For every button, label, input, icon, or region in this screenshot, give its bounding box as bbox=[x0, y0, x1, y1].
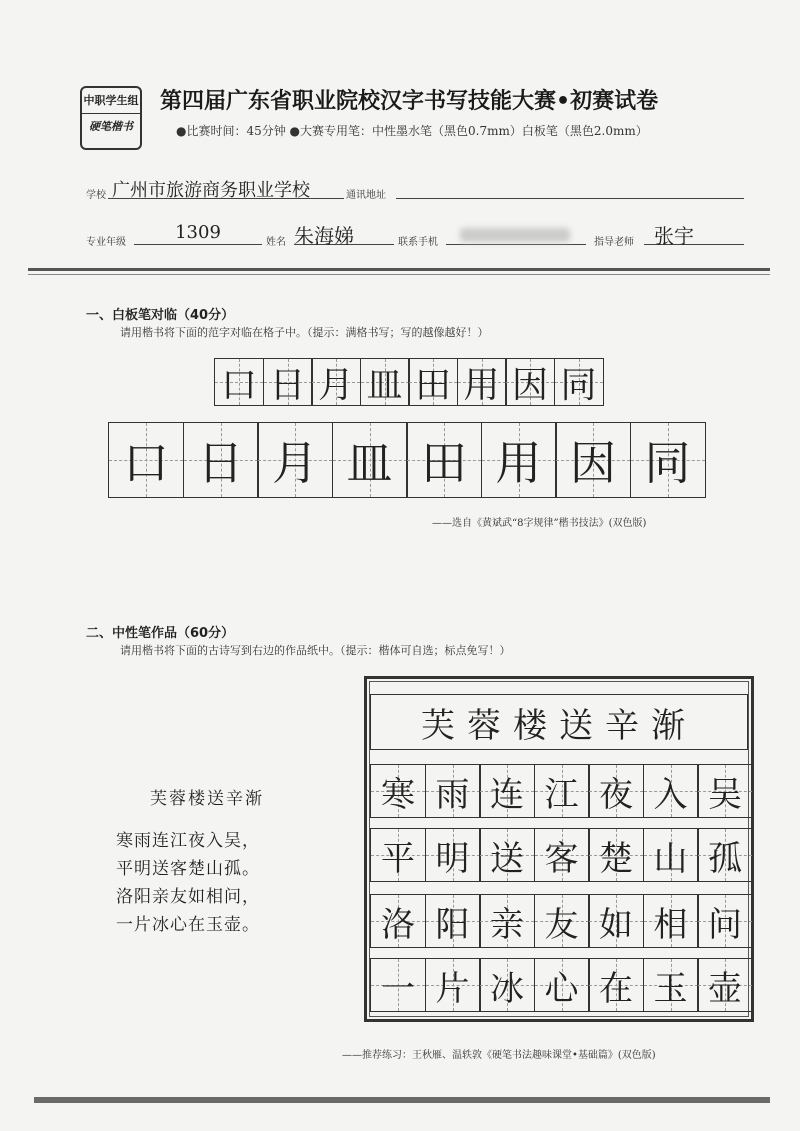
teacher-field bbox=[644, 220, 744, 248]
work-char-cell: 问 bbox=[697, 894, 753, 948]
work-char-cell: 如 bbox=[588, 894, 644, 948]
work-char-cell: 送 bbox=[479, 828, 535, 882]
poem-line: 平明送客楚山孤。 bbox=[116, 859, 260, 879]
phone-field bbox=[446, 222, 586, 245]
copy-char-cell: 同 bbox=[630, 422, 706, 498]
work-row bbox=[370, 828, 752, 882]
model-char-cell: 日 bbox=[263, 358, 313, 406]
section2-title: 二、中性笔作品（60分） bbox=[86, 626, 235, 641]
copy-char-cell: 口 bbox=[108, 422, 184, 498]
model-char-cell: 同 bbox=[554, 358, 604, 406]
work-char-cell: 壶 bbox=[697, 958, 753, 1012]
copy-char-cell: 因 bbox=[555, 422, 631, 498]
work-char-cell: 夜 bbox=[588, 764, 644, 818]
section1-desc: 请用楷书将下面的范字对临在格子中。（提示：满格书写；写的越像越好！） bbox=[120, 326, 489, 339]
work-row bbox=[370, 894, 752, 948]
model-char-cell: 用 bbox=[457, 358, 507, 406]
poem-line: 一片冰心在玉壶。 bbox=[116, 915, 260, 935]
work-char-cell: 连 bbox=[479, 764, 535, 818]
work-char-cell: 玉 bbox=[643, 958, 699, 1012]
work-row bbox=[370, 958, 752, 1012]
teacher-label: 指导老师 bbox=[594, 237, 634, 248]
group-badge bbox=[80, 86, 142, 150]
work-char-cell: 友 bbox=[534, 894, 590, 948]
work-char-cell: 洛 bbox=[370, 894, 426, 948]
copy-char-cell: 皿 bbox=[332, 422, 408, 498]
poem-line: 洛阳亲友如相问， bbox=[116, 887, 260, 907]
badge-top-text: 中职学生组 bbox=[82, 88, 140, 114]
section2-desc: 请用楷书将下面的古诗写到右边的作品纸中。（提示：楷体可自选；标点免写！） bbox=[120, 644, 511, 657]
work-char-cell: 心 bbox=[534, 958, 590, 1012]
phone-label: 联系手机 bbox=[398, 237, 438, 248]
work-char-cell: 明 bbox=[425, 828, 481, 882]
poem-line: 寒雨连江夜入吴， bbox=[116, 831, 260, 851]
work-char-cell: 片 bbox=[425, 958, 481, 1012]
school-value: 广州市旅游商务职业学校 bbox=[112, 180, 310, 201]
work-row bbox=[370, 764, 752, 818]
grade-value: 1309 bbox=[175, 222, 221, 243]
address-label: 通讯地址 bbox=[346, 190, 386, 201]
work-char-cell: 吴 bbox=[697, 764, 753, 818]
work-char-cell: 江 bbox=[534, 764, 590, 818]
work-char-cell: 寒 bbox=[370, 764, 426, 818]
page-subtitle: ●比赛时间：45分钟 ●大赛专用笔：中性墨水笔（黑色0.7mm）白板笔（黑色2.0mm） bbox=[176, 124, 648, 138]
copy-char-cell: 日 bbox=[183, 422, 259, 498]
grade-label: 专业年级 bbox=[86, 237, 126, 248]
model-char-cell: 田 bbox=[408, 358, 458, 406]
page-title: 第四届广东省职业院校汉字书写技能大赛•初赛试卷 bbox=[160, 89, 659, 114]
work-char-cell: 亲 bbox=[479, 894, 535, 948]
work-char-cell: 冰 bbox=[479, 958, 535, 1012]
model-char-row bbox=[214, 358, 602, 406]
phone-redacted bbox=[460, 228, 570, 242]
work-char-cell: 楚 bbox=[588, 828, 644, 882]
poem-title: 芙蓉楼送辛渐 bbox=[150, 789, 264, 809]
work-title-box bbox=[370, 694, 748, 750]
header-divider bbox=[28, 268, 770, 271]
header-divider-thin bbox=[28, 274, 770, 275]
work-title-text: 芙蓉楼送辛渐 bbox=[421, 705, 697, 746]
work-char-cell: 客 bbox=[534, 828, 590, 882]
name-label: 姓名 bbox=[266, 237, 286, 248]
model-char-cell: 月 bbox=[311, 358, 361, 406]
work-char-cell: 阳 bbox=[425, 894, 481, 948]
work-char-cell: 相 bbox=[643, 894, 699, 948]
copy-char-cell: 月 bbox=[257, 422, 333, 498]
school-field bbox=[108, 176, 344, 199]
school-label: 学校 bbox=[86, 190, 106, 201]
grade-field bbox=[134, 222, 262, 245]
section1-source: ——选自《黄斌武“8字规律”楷书技法》(双色版) bbox=[432, 518, 647, 529]
name-value: 朱海娣 bbox=[294, 224, 354, 248]
work-char-cell: 入 bbox=[643, 764, 699, 818]
badge-bottom-text: 硬笔楷书 bbox=[89, 120, 133, 133]
work-char-cell: 山 bbox=[643, 828, 699, 882]
address-field bbox=[396, 176, 744, 199]
section1-title: 一、白板笔对临（40分） bbox=[86, 308, 235, 323]
section2-source: ——推荐练习：王秋雁、温轶敦《硬笔书法趣味课堂•基础篇》(双色版) bbox=[342, 1050, 656, 1061]
work-char-cell: 雨 bbox=[425, 764, 481, 818]
work-char-cell: 平 bbox=[370, 828, 426, 882]
model-char-cell: 口 bbox=[214, 358, 264, 406]
model-char-cell: 皿 bbox=[360, 358, 410, 406]
footer-divider bbox=[34, 1097, 770, 1103]
work-char-cell: 在 bbox=[588, 958, 644, 1012]
copy-char-cell: 用 bbox=[481, 422, 557, 498]
name-field bbox=[294, 220, 394, 248]
copy-char-row bbox=[108, 422, 704, 498]
copy-char-cell: 田 bbox=[406, 422, 482, 498]
teacher-value: 张宇 bbox=[654, 224, 694, 248]
work-char-cell: 一 bbox=[370, 958, 426, 1012]
work-char-cell: 孤 bbox=[697, 828, 753, 882]
model-char-cell: 因 bbox=[505, 358, 555, 406]
